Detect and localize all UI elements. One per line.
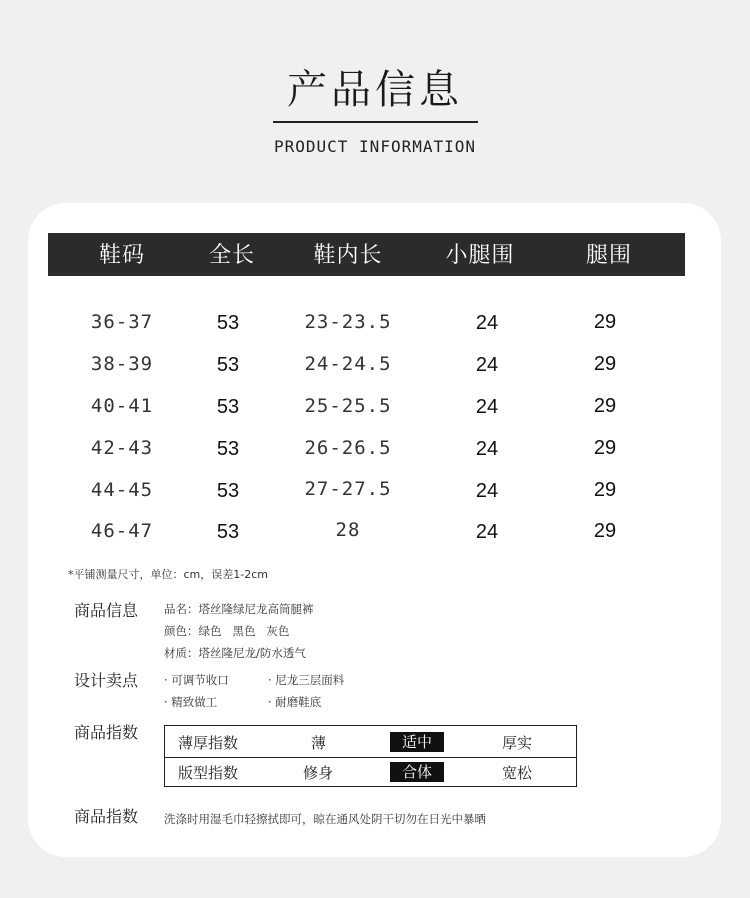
col-total-length: 全长 — [208, 243, 255, 268]
leg-cell: 29 — [593, 353, 617, 375]
index-option: 厚实 — [502, 734, 533, 752]
calf-cell: 24 — [475, 354, 499, 376]
col-shoe-size: 鞋码 — [98, 243, 145, 268]
design-label: 设计卖点 — [74, 671, 139, 690]
col-calf: 小腿围 — [445, 243, 515, 268]
calf-cell: 24 — [475, 438, 499, 460]
calf-cell: 24 — [475, 312, 499, 334]
inner-cell: 27-27.5 — [304, 478, 392, 500]
size-cell: 40-41 — [90, 395, 154, 417]
care-text: 洗涤时用湿毛巾轻擦拭即可，晾在通风处阴干切勿在日光中暴晒 — [164, 812, 486, 826]
leg-cell: 29 — [593, 520, 617, 542]
index-table — [164, 725, 577, 787]
calf-cell: 24 — [475, 396, 499, 418]
calf-cell: 24 — [475, 480, 499, 502]
length-cell: 53 — [216, 521, 240, 543]
inner-cell: 25-25.5 — [304, 395, 392, 417]
length-cell: 53 — [216, 438, 240, 460]
size-cell: 36-37 — [90, 311, 154, 333]
product-material: 材质：塔丝隆尼龙/防水透气 — [164, 646, 306, 660]
index-option: 修身 — [303, 764, 334, 782]
length-cell: 53 — [216, 480, 240, 502]
measurement-note: *平铺测量尺寸，单位：cm，误差1-2cm — [68, 568, 268, 581]
col-leg: 腿围 — [585, 243, 632, 268]
calf-cell: 24 — [475, 521, 499, 543]
length-cell: 53 — [216, 312, 240, 334]
size-cell: 44-45 — [90, 479, 154, 501]
col-inner-length: 鞋内长 — [313, 243, 383, 268]
length-cell: 53 — [216, 396, 240, 418]
product-info-label: 商品信息 — [74, 601, 139, 620]
design-point: · 可调节收口 — [164, 673, 229, 687]
size-cell: 46-47 — [90, 520, 154, 542]
inner-cell: 26-26.5 — [304, 437, 392, 459]
index-row-name: 薄厚指数 — [178, 734, 239, 752]
page-title: 产品信息 — [287, 67, 463, 113]
leg-cell: 29 — [593, 479, 617, 501]
index-row-name: 版型指数 — [178, 764, 239, 782]
length-cell: 53 — [216, 354, 240, 376]
product-name: 品名：塔丝隆绿尼龙高筒腿裤 — [164, 602, 314, 616]
index-row-divider — [165, 757, 576, 758]
inner-cell: 28 — [335, 519, 361, 541]
size-cell: 38-39 — [90, 353, 154, 375]
page-subtitle: PRODUCT INFORMATION — [273, 137, 477, 156]
leg-cell: 29 — [593, 437, 617, 459]
title-divider — [273, 121, 478, 123]
design-point: · 精致做工 — [164, 695, 218, 709]
index-option-selected: 适中 — [390, 732, 444, 752]
product-colors: 颜色：绿色 黑色 灰色 — [164, 624, 290, 638]
size-cell: 42-43 — [90, 437, 154, 459]
index-option: 宽松 — [502, 764, 533, 782]
design-point: · 尼龙三层面料 — [268, 673, 345, 687]
inner-cell: 23-23.5 — [304, 311, 392, 333]
leg-cell: 29 — [593, 395, 617, 417]
inner-cell: 24-24.5 — [304, 353, 392, 375]
index-option: 薄 — [311, 734, 327, 752]
index-label: 商品指数 — [74, 723, 139, 742]
care-label: 商品指数 — [74, 807, 139, 826]
leg-cell: 29 — [593, 311, 617, 333]
size-table-header — [48, 233, 685, 276]
design-point: · 耐磨鞋底 — [268, 695, 322, 709]
index-option-selected: 合体 — [390, 762, 444, 782]
